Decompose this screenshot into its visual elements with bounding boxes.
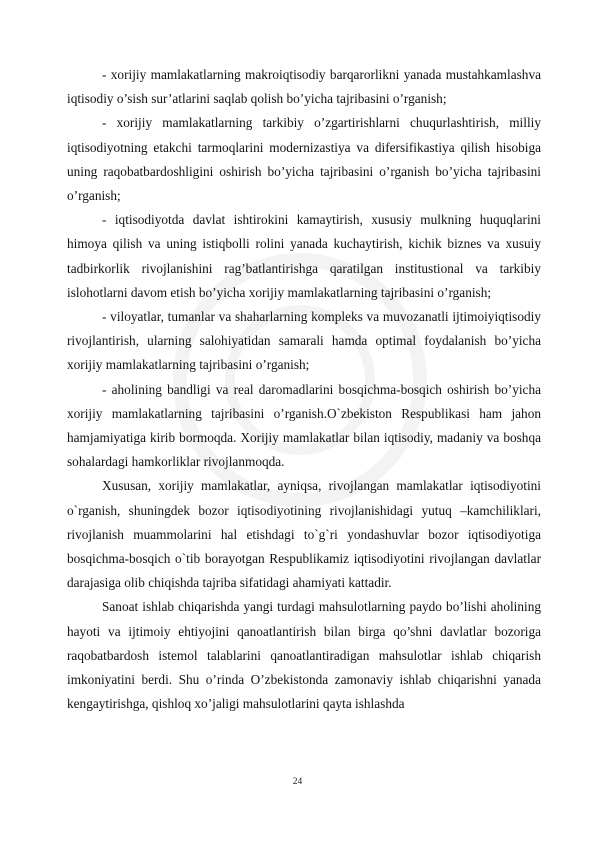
document-body — [67, 63, 541, 716]
page-number: 24 — [292, 777, 303, 787]
paragraph: - aholining bandligi va real daromadlarini bosqichma-bosqich oshirish bo’yicha xorijiy mamlakatlarning tajribasini o’rganish.O`zbekiston Respublikasi ham jahon hamjamiyatiga kirib bormoqda. Xorijiy mamlakatlar bilan iqtisodiy, madaniy va boshqa sohalardagi hamkorliklar rivojlanmoqda. — [67, 381, 541, 470]
paragraph: - xorijiy mamlakatlarning tarkibiy o’zgartirishlarni chuqurlashtirish, milliy iqtisodiyotning etakchi tarmoqlarini modernizastiya va difersifikastiya qilish hisobiga uning raqobatbardoshligini oshirish bo’yicha tajribasini o’rganish bo’yicha tajribasini o’rganish; — [67, 115, 541, 204]
paragraph: Xususan, xorijiy mamlakatlar, ayniqsa, rivojlangan mamlakatlar iqtisodiyotini o`rganish, shuningdek bozor iqtisodiyotining rivojlanishidagi yutuq –kamchiliklari, rivojlanish muammolarini hal etishdagi to`g`ri yondashuvlar bozor iqtisodiyotiga bosqichma-bosqich o`tib borayotgan Respublikamiz iqtisodiyotini rivojlangan davlatlar darajasiga olib chiqishda tajriba sifatidagi ahamiyati kattadir. — [67, 478, 541, 591]
paragraph: - viloyatlar, tumanlar va shaharlarning kompleks va muvozanatli ijtimoiyiqtisodiy rivojlantirish, ularning salohiyatidan samarali hamda optimal foydalanish bo’yicha xorijiy mamlakatlarning tajribasini o’rganish; — [67, 309, 541, 373]
paragraph: - iqtisodiyotda davlat ishtirokini kamaytirish, xususiy mulkning huquqlarini himoya qilish va uning istiqbolli rolini yanada kuchaytirish, kichik biznes va xusuiy tadbirkorlik rivojlanishini rag’batlantirishga qaratilgan institustional va tarkibiy islohotlarni davom etish bo’yicha xorijiy mamlakatlarning tajribasini o’rganish; — [67, 212, 541, 300]
paragraph: Sanoat ishlab chiqarishda yangi turdagi mahsulotlarning paydo bo’lishi aholining hayoti va ijtimoiy ehtiyojini qanoatlantirish bilan birga qo’shni davlatlar bozoriga raqobatbardosh istemol talablarini qanoatlantiradigan mahsulotlar ishlab chiqarish imkoniyatini berdi. Shu o’rinda O’zbekistonda zamonaviy ishlab chiqarishni yanada kengaytirishga, qishloq xo’jaligi mahsulotlarini qayta ishlashda — [67, 599, 541, 712]
paragraph: - xorijiy mamlakatlarning makroiqtisodiy barqarorlikni yanada mustahkamlashva iqtisodiy o’sish sur’atlarini saqlab qolish bo’yicha tajribasini o’rganish; — [67, 67, 541, 107]
